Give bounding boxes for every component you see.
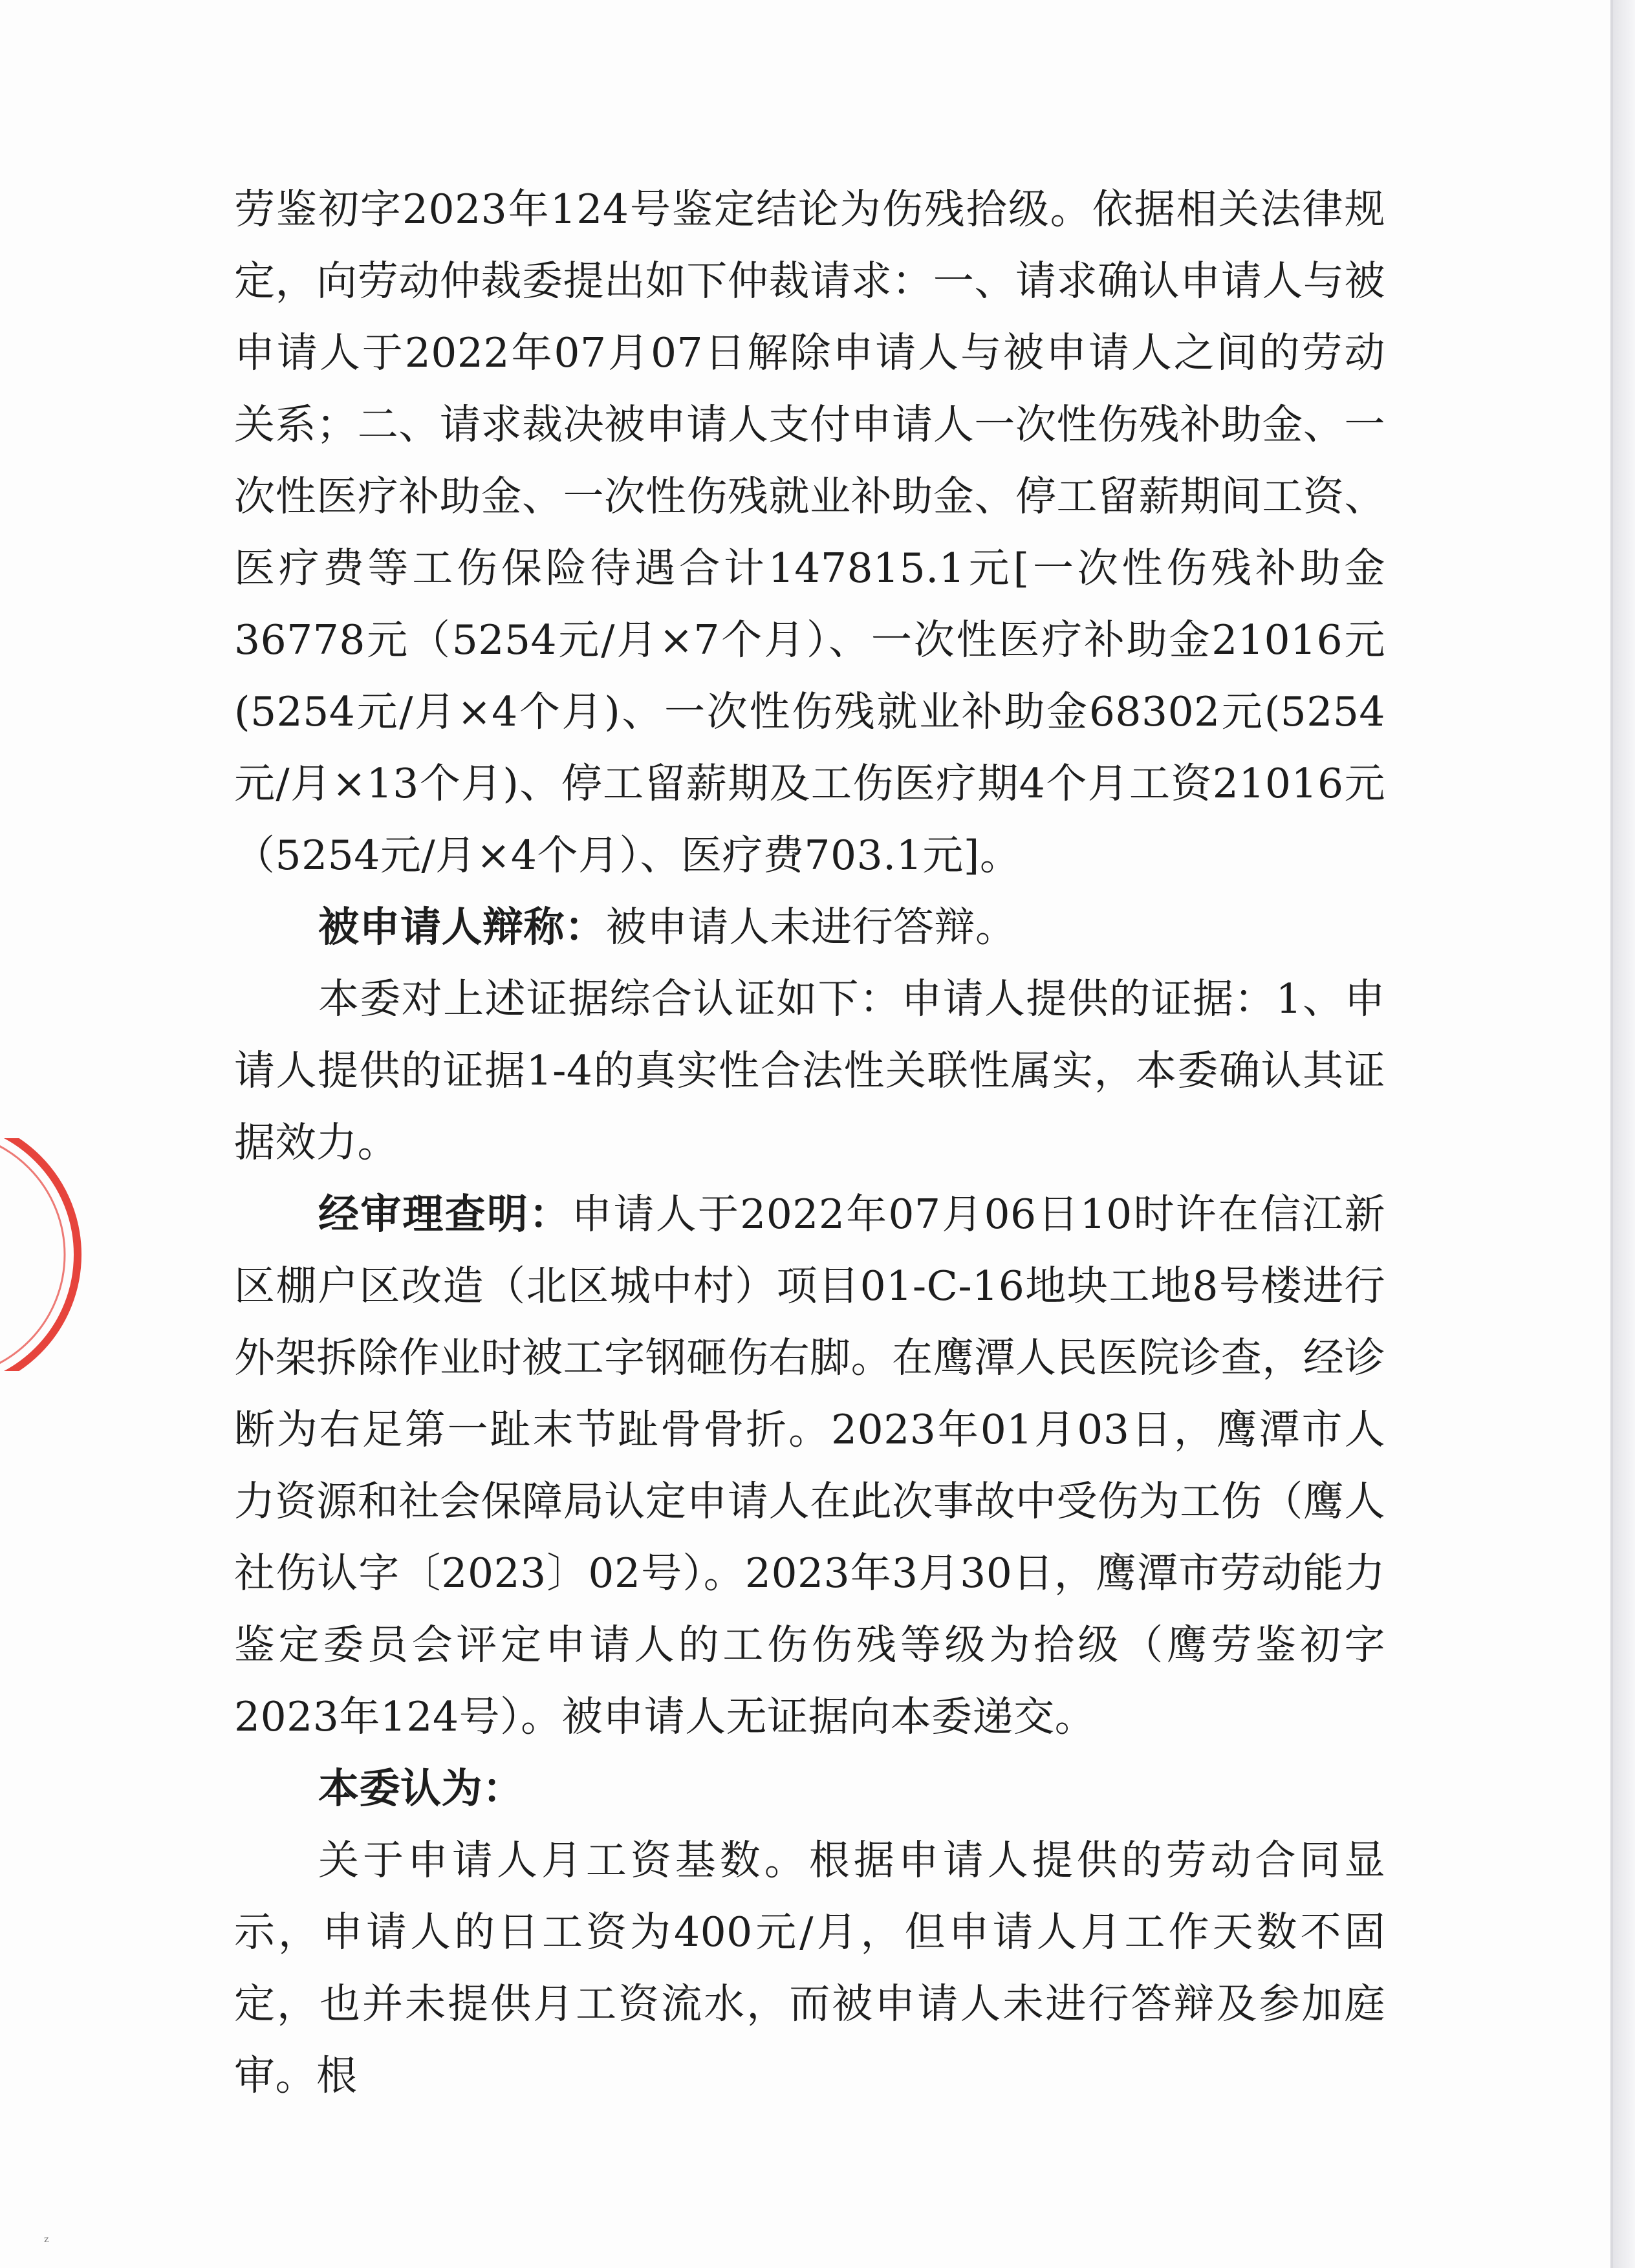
paragraph-committee-opinion-heading [234,1753,1385,1824]
paragraph-label: 经审理查明： [318,1190,572,1238]
official-seal-icon [0,1138,97,1371]
paragraph-label: 本委认为： [318,1764,524,1812]
paragraph-text: 本委对上述证据综合认证如下：申请人提供的证据：1、申请人提供的证据1-4的真实性合法性关联性属实，本委确认其证据效力。 [234,975,1385,1166]
corner-mark: z [44,2234,49,2245]
paragraph-wage-base [234,1824,1385,2111]
paragraph-findings [234,1178,1385,1753]
document-body [234,173,1385,2111]
paragraph-text: 关于申请人月工资基数。根据申请人提供的劳动合同显示，申请人的日工资为400元/月，但申请人月工作天数不固定，也并未提供月工资流水，而被申请人未进行答辩及参加庭审。根 [234,1837,1385,2099]
paragraph-text: 劳鉴初字2023年124号鉴定结论为伤残拾级。依据相关法律规定，向劳动仲裁委提出如下仲裁请求：一、请求确认申请人与被申请人于2022年07月07日解除申请人与被申请人之间的劳动关系；二、请求裁决被申请人支付申请人一次性伤残补助金、一次性医疗补助金、一次性伤残就业补助金、停工留薪期间工资、医疗费等工伤保险待遇合计147815.1元[一次性伤残补助金36778元（5254元/月×7个月）、一次性医疗补助金21016元(5254元/月×4个月)、一次性伤残就业补助金68302元(5254元/月×13个月)、停工留薪期及工伤医疗期4个月工资21016元（5254元/月×4个月）、医疗费703.1元]。 [234,186,1385,879]
paragraph-evidence [234,963,1385,1178]
paragraph-label: 被申请人辩称： [318,903,606,951]
paragraph-text: 申请人于2022年07月06日10时许在信江新区棚户区改造（北区城中村）项目01-C-16地块工地8号楼进行外架拆除作业时被工字钢砸伤右脚。在鹰潭人民医院诊查，经诊断为右足第一趾末节趾骨骨折。2023年01月03日，鹰潭市人力资源和社会保障局认定申请人在此次事故中受伤为工伤（鹰人社伤认字〔2023〕02号）。2023年3月30日，鹰潭市劳动能力鉴定委员会评定申请人的工伤伤残等级为拾级（鹰劳鉴初字2023年124号）。被申请人无证据向本委递交。 [234,1191,1386,1740]
scanner-edge [1613,0,1635,2268]
paragraph-claims [234,173,1385,891]
paragraph-respondent-defense [234,891,1385,963]
paragraph-text: 被申请人未进行答辩。 [605,903,1017,951]
